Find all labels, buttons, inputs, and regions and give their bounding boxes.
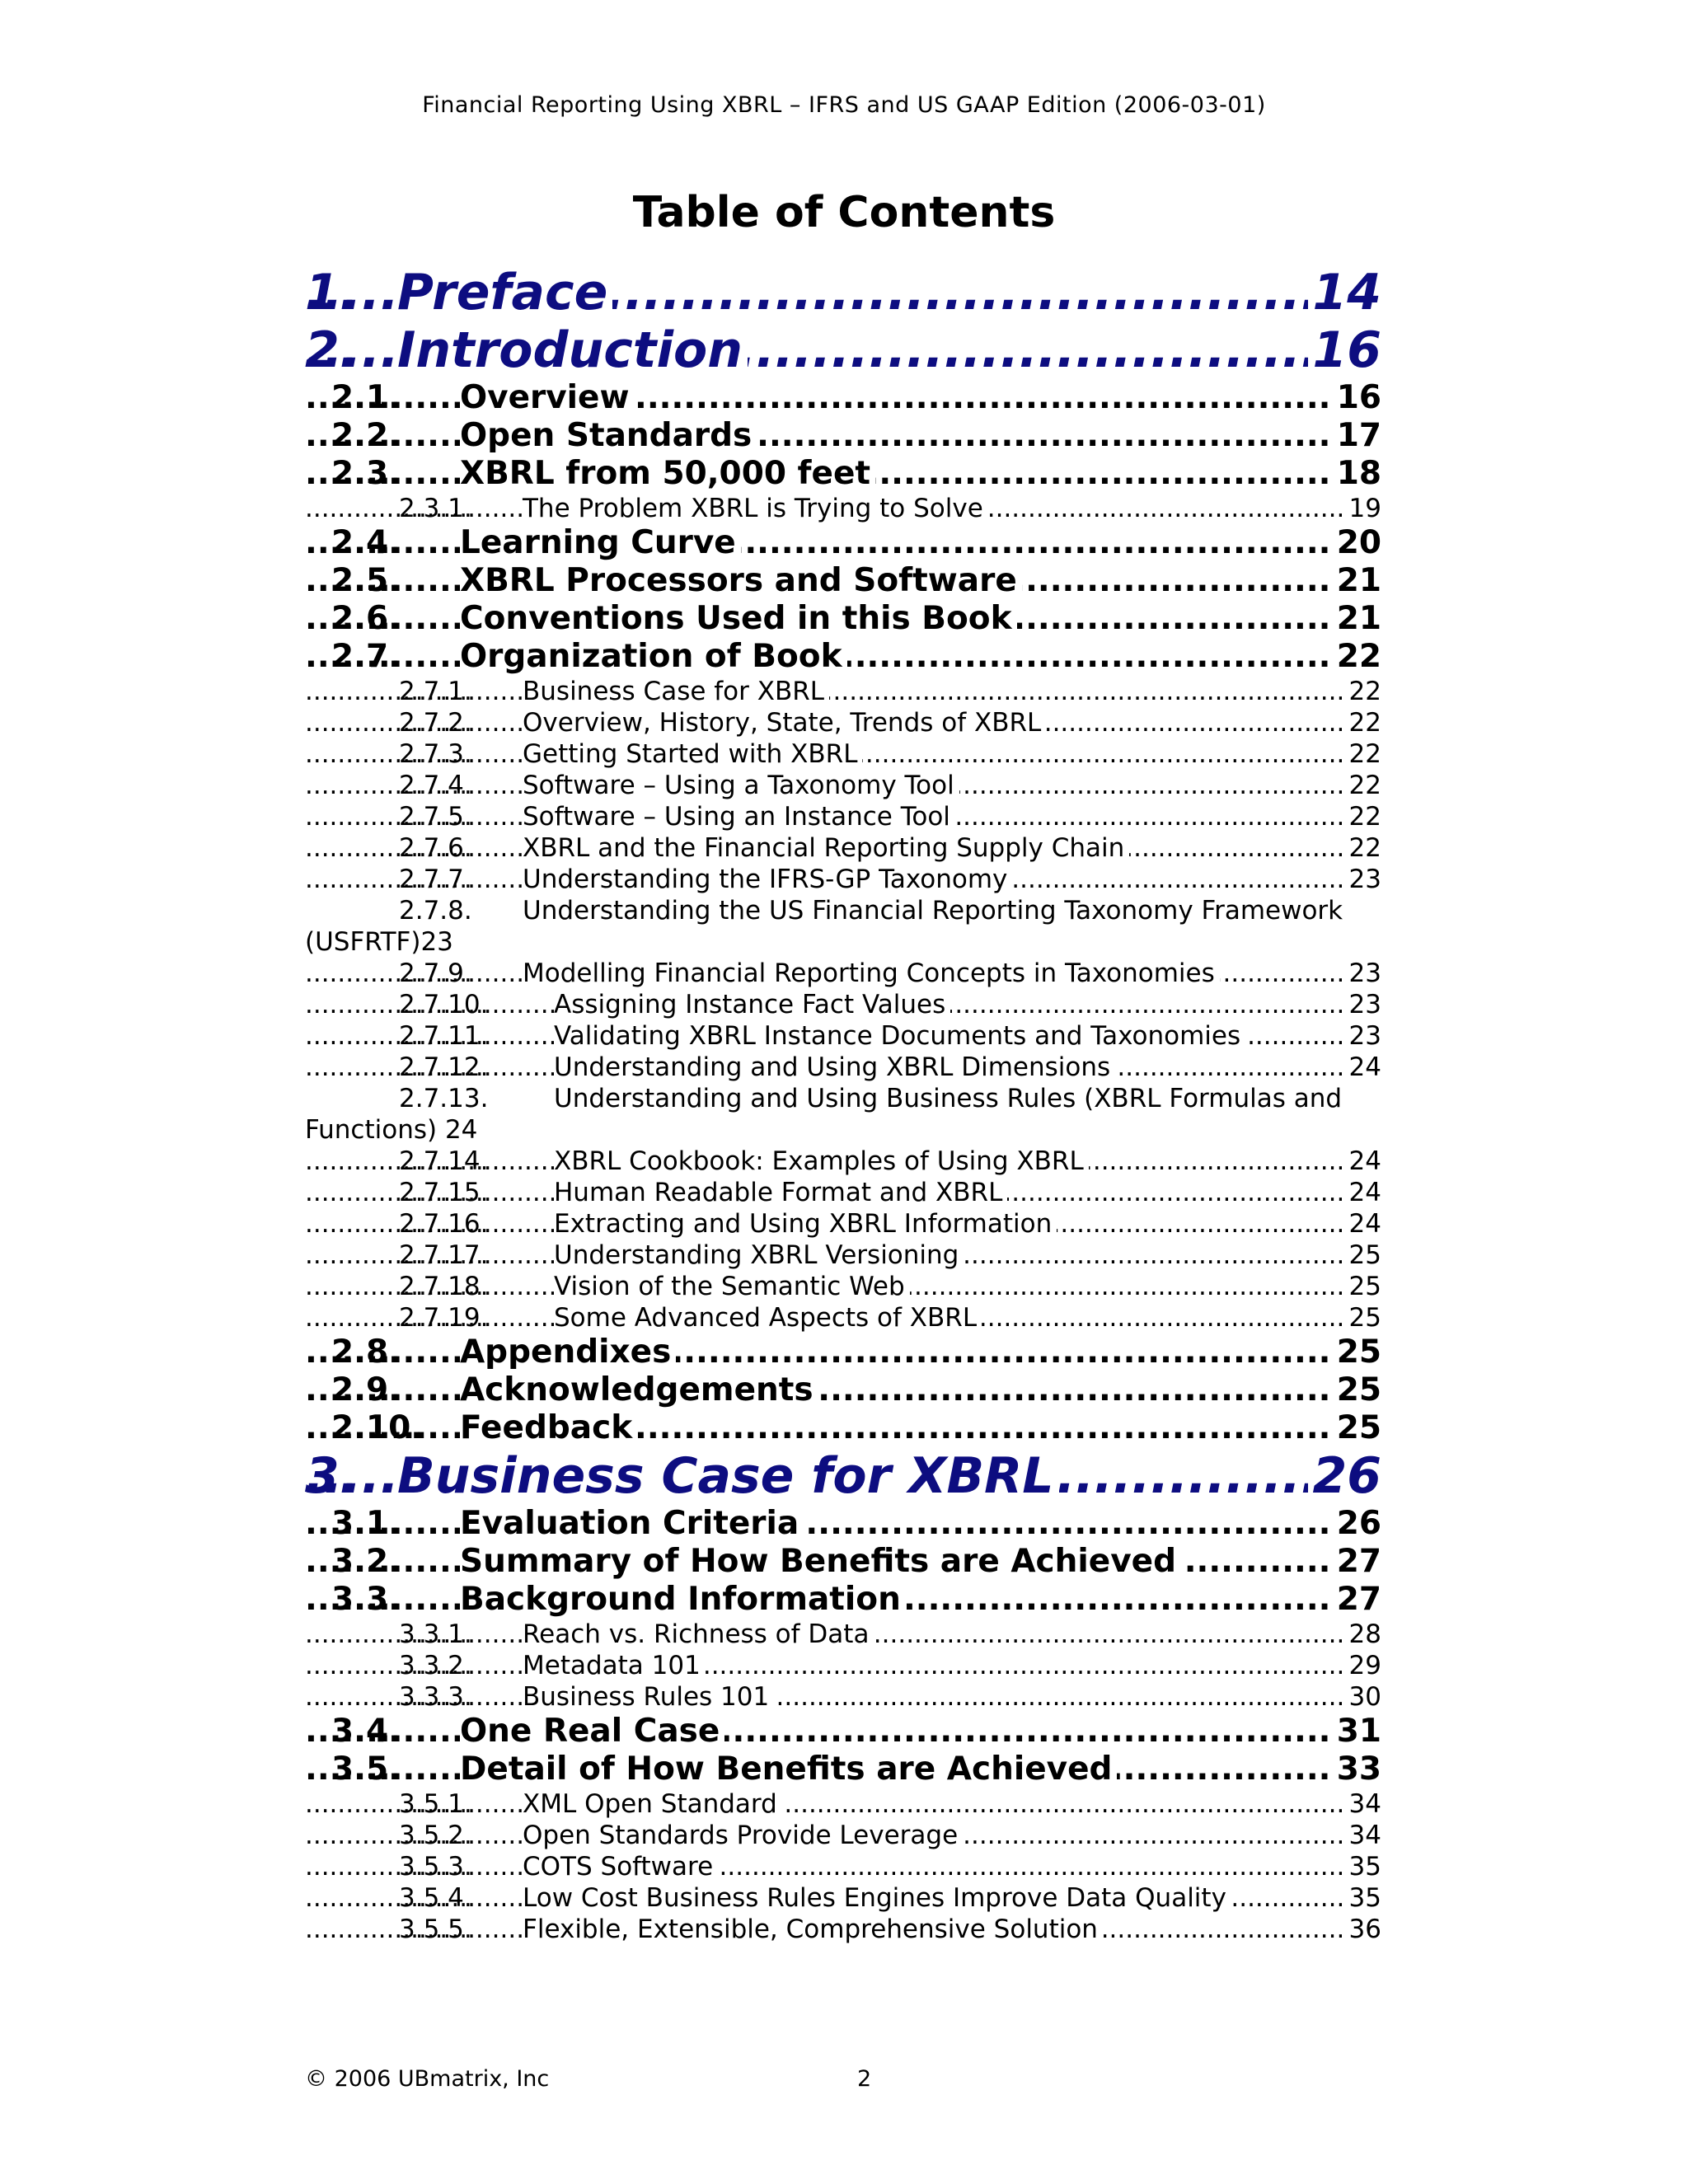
toc-entry[interactable]: [305, 264, 1381, 321]
toc-entry-page: 17: [1332, 417, 1381, 455]
toc-entry-continuation: (USFRTF)23: [305, 927, 453, 957]
toc-entry-page: 29: [1344, 1650, 1381, 1681]
toc-entry[interactable]: [305, 1020, 1381, 1052]
toc-entry[interactable]: [305, 455, 1381, 493]
toc-entry-title: Some Advanced Aspects of XBRL: [554, 1303, 982, 1333]
toc-entry-number: 3.3.3.: [399, 1682, 472, 1712]
toc-entry-title: Feedback: [460, 1409, 637, 1446]
toc-entry-number: 2.7.11.: [399, 1021, 489, 1051]
toc-entry-page: 22: [1344, 801, 1381, 832]
toc-entry[interactable]: [305, 676, 1381, 707]
toc-entry[interactable]: [305, 1240, 1381, 1271]
toc-entry[interactable]: [305, 1681, 1381, 1713]
toc-entry[interactable]: [305, 801, 1381, 832]
toc-entry-number: 2.7.8.: [399, 896, 472, 926]
toc-entry-page: 24: [1344, 1146, 1381, 1177]
toc-entry-number: 2.9.: [331, 1371, 401, 1408]
toc-entry-page: 34: [1344, 1820, 1381, 1851]
toc-entry[interactable]: [305, 770, 1381, 801]
toc-entry[interactable]: [305, 1619, 1381, 1650]
toc-entry-title: Preface: [397, 264, 612, 321]
toc-entry-number: 3.5.2.: [399, 1821, 472, 1850]
toc-entry[interactable]: [305, 1750, 1381, 1788]
toc-entry-page: 35: [1344, 1851, 1381, 1882]
toc-entry-title: Human Readable Format and XBRL: [554, 1178, 1007, 1207]
toc-entry-page: 31: [1332, 1713, 1381, 1750]
toc-entry-title: Low Cost Business Rules Engines Improve Data Quality: [523, 1883, 1231, 1913]
toc-entry-title: Extracting and Using XBRL Information: [554, 1209, 1057, 1239]
toc-entry-number: 2.7.16.: [399, 1209, 489, 1239]
toc-entry-continuation: Functions) 24: [305, 1115, 478, 1145]
toc-entry-number: 2.7.4.: [399, 771, 472, 800]
toc-entry-number: 2.7.: [331, 638, 401, 675]
toc-entry-number: 2.7.9.: [399, 958, 472, 988]
toc-entry-title: Business Case for XBRL: [397, 1447, 1059, 1505]
toc-entry-number: 2.4.: [331, 524, 401, 561]
toc-entry-title: Learning Curve: [460, 524, 741, 561]
toc-entry-number: 3.5.1.: [399, 1789, 472, 1819]
toc-entry-page: 25: [1332, 1333, 1381, 1371]
toc-entry-page: 20: [1332, 524, 1381, 562]
toc-entry-number: 2.7.17.: [399, 1240, 489, 1270]
toc-entry[interactable]: [305, 321, 1381, 379]
toc-entry-number: 2.3.: [331, 455, 401, 492]
toc-entry-number: 3.5.3.: [399, 1852, 472, 1882]
toc-entry-title: Appendixes: [460, 1333, 676, 1371]
toc-entry-number: 2.1.: [331, 379, 401, 416]
toc-entry-title: Business Rules 101: [523, 1682, 774, 1712]
toc-entry-number: 1.: [305, 264, 359, 321]
toc-entry[interactable]: [305, 638, 1381, 676]
toc-entry[interactable]: [305, 1371, 1381, 1409]
toc-entry[interactable]: [305, 1208, 1381, 1240]
toc-entry-title: One Real Case: [460, 1713, 724, 1750]
footer-page-number: 2: [857, 2066, 872, 2092]
toc-entry-page: 16: [1308, 321, 1382, 379]
toc-entry-title: Metadata 101: [523, 1651, 706, 1680]
toc-entry-number: 3.4.: [331, 1713, 401, 1750]
toc-entry-page: 24: [1344, 1177, 1381, 1208]
toc-entry-title: Evaluation Criteria: [460, 1505, 804, 1542]
toc-entry-number: 3.5.5.: [399, 1915, 472, 1944]
toc-entry-number: 2.3.1.: [399, 494, 472, 523]
toc-entry-page: 25: [1332, 1409, 1381, 1447]
toc-entry-title: The Problem XBRL is Trying to Solve: [523, 494, 988, 523]
toc-entry-number: 3.1.: [331, 1505, 401, 1542]
table-of-contents: [305, 264, 1381, 1945]
toc-entry-page: 22: [1344, 770, 1381, 801]
toc-entry-number: 2.7.7.: [399, 865, 472, 894]
running-header: Financial Reporting Using XBRL – IFRS and US GAAP Edition (2006-03-01): [422, 92, 1266, 118]
toc-entry-title: Conventions Used in this Book: [460, 600, 1017, 637]
toc-entry[interactable]: [305, 1146, 1381, 1177]
toc-entry[interactable]: [305, 1581, 1381, 1619]
toc-entry[interactable]: [305, 1650, 1381, 1681]
toc-entry[interactable]: [305, 379, 1381, 417]
toc-entry-page: 22: [1344, 707, 1381, 738]
footer-copyright: © 2006 UBmatrix, Inc: [305, 2066, 550, 2092]
toc-entry-number: 2.7.5.: [399, 802, 472, 832]
toc-entry-number: 2.7.15.: [399, 1178, 489, 1207]
toc-entry-page: 21: [1332, 562, 1381, 600]
toc-entry[interactable]: [305, 1052, 1381, 1083]
toc-entry-page: 25: [1344, 1271, 1381, 1302]
toc-entry-title: Reach vs. Richness of Data: [523, 1619, 874, 1649]
toc-entry-title: Understanding and Using XBRL Dimensions: [554, 1052, 1115, 1082]
toc-entry[interactable]: [305, 864, 1381, 895]
toc-entry-title: Modelling Financial Reporting Concepts in Taxonomies: [523, 958, 1220, 988]
toc-entry-title: Understanding and Using Business Rules (XBRL Formulas and: [554, 1084, 1347, 1113]
toc-entry[interactable]: [305, 493, 1381, 524]
toc-entry-page: 27: [1332, 1581, 1381, 1619]
toc-entry-number: 2.7.19.: [399, 1303, 489, 1333]
toc-entry-page: 25: [1332, 1371, 1381, 1409]
toc-entry[interactable]: [305, 417, 1381, 455]
toc-entry-number: 2.7.10.: [399, 990, 489, 1019]
toc-entry-title: Validating XBRL Instance Documents and Taxonomies: [554, 1021, 1245, 1051]
toc-entry-title: XBRL Cookbook: Examples of Using XBRL: [554, 1146, 1089, 1176]
toc-entry-title: Flexible, Extensible, Comprehensive Solution: [523, 1915, 1103, 1944]
toc-entry[interactable]: [305, 1505, 1381, 1543]
toc-entry-title: XBRL Processors and Software: [460, 562, 1022, 599]
toc-entry[interactable]: [305, 1820, 1381, 1851]
toc-entry-title: Acknowledgements: [460, 1371, 818, 1408]
toc-entry-number: 2.8.: [331, 1333, 401, 1371]
toc-entry-number: 2.: [305, 321, 359, 379]
toc-entry-title: Detail of How Benefits are Achieved: [460, 1750, 1117, 1788]
toc-entry-page: 23: [1344, 864, 1381, 895]
toc-entry-page: 30: [1344, 1681, 1381, 1713]
toc-entry[interactable]: [305, 1882, 1381, 1914]
toc-entry-title: Overview, History, State, Trends of XBRL: [523, 708, 1046, 738]
toc-entry[interactable]: [305, 524, 1381, 562]
toc-entry-number: 2.5.: [331, 562, 401, 599]
toc-entry-number: 3.5.4.: [399, 1883, 472, 1913]
toc-entry-number: 2.7.12.: [399, 1052, 489, 1082]
toc-entry[interactable]: [305, 1302, 1381, 1333]
toc-entry-number: 3.3.: [331, 1581, 401, 1618]
toc-entry[interactable]: [305, 1271, 1381, 1302]
toc-entry-page: 14: [1308, 264, 1382, 321]
toc-entry-title: Software – Using a Taxonomy Tool: [523, 771, 959, 800]
toc-entry-number: 3.3.1.: [399, 1619, 472, 1649]
toc-entry-page: 26: [1332, 1505, 1381, 1543]
toc-entry[interactable]: [305, 989, 1381, 1020]
toc-entry-title: Summary of How Benefits are Achieved: [460, 1543, 1181, 1580]
toc-entry-title: Assigning Instance Fact Values: [554, 990, 950, 1019]
toc-entry-title: COTS Software: [523, 1852, 718, 1882]
toc-entry[interactable]: [305, 1851, 1381, 1882]
toc-entry[interactable]: [305, 1914, 1381, 1945]
toc-entry-page: 22: [1332, 638, 1381, 676]
toc-entry-page: 16: [1332, 379, 1381, 417]
toc-entry-number: 2.7.6.: [399, 833, 472, 863]
page-title: Table of Contents: [632, 188, 1056, 237]
toc-entry-page: 22: [1344, 676, 1381, 707]
toc-entry-number: 2.7.3.: [399, 739, 472, 769]
toc-entry[interactable]: [305, 562, 1381, 600]
toc-entry-number: 3.2.: [331, 1543, 401, 1580]
toc-entry-page: 23: [1344, 1020, 1381, 1052]
toc-entry[interactable]: [305, 707, 1381, 738]
toc-entry-page: 18: [1332, 455, 1381, 493]
toc-entry-page: 22: [1344, 738, 1381, 770]
toc-entry-page: 35: [1344, 1882, 1381, 1914]
toc-entry[interactable]: [305, 738, 1381, 770]
toc-entry-title: Background Information: [460, 1581, 906, 1618]
toc-entry-page: 33: [1332, 1750, 1381, 1788]
toc-entry-number: 2.10.: [331, 1409, 424, 1446]
toc-entry-page: 19: [1344, 493, 1381, 524]
toc-entry[interactable]: [305, 1333, 1381, 1371]
toc-entry[interactable]: [305, 1177, 1381, 1208]
toc-entry-title: Understanding XBRL Versioning: [554, 1240, 964, 1270]
toc-entry-title: Getting Started with XBRL: [523, 739, 862, 769]
toc-entry-number: 3.5.: [331, 1750, 401, 1788]
toc-entry-title: Open Standards Provide Leverage: [523, 1821, 963, 1850]
toc-entry[interactable]: [305, 1083, 1381, 1146]
toc-entry-number: 2.2.: [331, 417, 401, 454]
toc-entry-page: 26: [1308, 1447, 1382, 1505]
toc-entry-title: XML Open Standard: [523, 1789, 782, 1819]
toc-entry-title: Business Case for XBRL: [523, 677, 829, 706]
toc-entry-page: 22: [1344, 832, 1381, 864]
toc-entry-page: 24: [1344, 1052, 1381, 1083]
toc-entry-page: 27: [1332, 1543, 1381, 1581]
toc-entry-number: 3.3.2.: [399, 1651, 472, 1680]
toc-entry-title: Organization of Book: [460, 638, 847, 675]
toc-entry-page: 24: [1344, 1208, 1381, 1240]
toc-entry-page: 25: [1344, 1302, 1381, 1333]
toc-entry[interactable]: [305, 1409, 1381, 1447]
toc-entry[interactable]: [305, 895, 1381, 958]
toc-entry-page: 34: [1344, 1788, 1381, 1820]
toc-entry-title: XBRL and the Financial Reporting Supply Chain: [523, 833, 1129, 863]
toc-entry-title: Vision of the Semantic Web: [554, 1272, 910, 1301]
toc-entry-number: 2.7.18.: [399, 1272, 489, 1301]
toc-entry-number: 3.: [305, 1447, 359, 1505]
toc-entry-title: Overview: [460, 379, 635, 416]
toc-entry-page: 36: [1344, 1914, 1381, 1945]
toc-entry-number: 2.7.14.: [399, 1146, 489, 1176]
toc-entry-number: 2.7.2.: [399, 708, 472, 738]
toc-entry-page: 21: [1332, 600, 1381, 638]
toc-entry-number: 2.7.1.: [399, 677, 472, 706]
toc-entry-title: Understanding the US Financial Reporting Taxonomy Framework: [523, 896, 1348, 926]
toc-entry-number: 2.7.13.: [399, 1084, 489, 1113]
toc-entry[interactable]: [305, 958, 1381, 989]
toc-entry[interactable]: [305, 1543, 1381, 1581]
toc-entry-page: 23: [1344, 989, 1381, 1020]
toc-entry[interactable]: [305, 1713, 1381, 1750]
toc-entry[interactable]: [305, 1788, 1381, 1820]
toc-entry[interactable]: [305, 600, 1381, 638]
toc-entry-page: 25: [1344, 1240, 1381, 1271]
toc-entry-page: 28: [1344, 1619, 1381, 1650]
toc-entry-title: Open Standards: [460, 417, 757, 454]
toc-entry-number: 2.6.: [331, 600, 401, 637]
toc-entry-page: 23: [1344, 958, 1381, 989]
toc-entry-title: XBRL from 50,000 feet: [460, 455, 875, 492]
toc-entry-title: Introduction: [397, 321, 748, 379]
toc-entry[interactable]: [305, 1447, 1381, 1505]
toc-entry-title: Software – Using an Instance Tool: [523, 802, 955, 832]
toc-entry[interactable]: [305, 832, 1381, 864]
toc-entry-title: Understanding the IFRS-GP Taxonomy: [523, 865, 1012, 894]
